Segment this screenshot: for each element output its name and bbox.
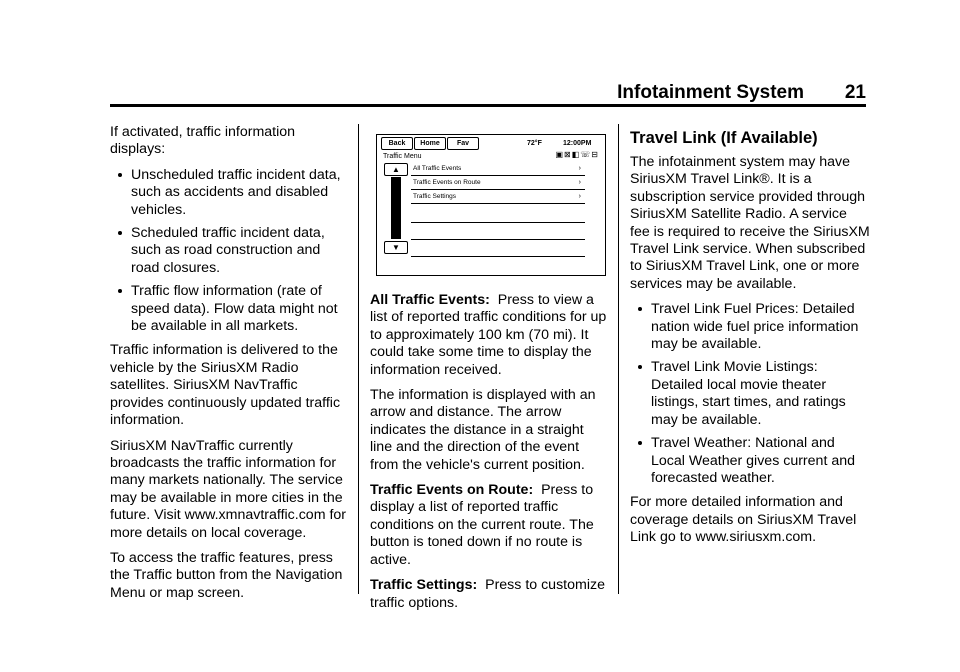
cancel-icon: ⊠: [564, 150, 572, 159]
temperature-readout: 72°F: [527, 140, 542, 147]
traffic-menu-screen-illustration: [376, 134, 606, 276]
paragraph: The infotainment system may have SiriusXM Travel Link®. It is a subscription service provided through SiriusXM Satellite Radio. A service fee is required to receive the SiriusXM Travel Link service. When subscribed to SiriusXM Travel Link, one or more services may be available.: [630, 154, 870, 292]
definition: Press to display a list of reported traffic conditions on the current route. The button is toned down if no route is active.: [370, 482, 594, 568]
definition-paragraph: [370, 482, 608, 569]
row-label: Traffic Settings: [413, 193, 456, 200]
column-divider: [618, 124, 619, 594]
home-button: Home: [414, 137, 446, 150]
paragraph: To access the traffic features, press the Traffic button from the Navigation Menu or map screen.: [110, 549, 343, 601]
mute-icon: ◧: [571, 150, 581, 159]
paragraph: SiriusXM NavTraffic currently broadcasts the traffic information for many markets nationally. The service may be available in more cities in the future. Visit www.xmnavtraffic.com for more details on local coverage.: [110, 437, 347, 541]
chevron-right-icon: ›: [578, 179, 581, 186]
row-label: Traffic Events on Route: [413, 179, 481, 186]
list-item: Travel Link Movie Listings: Detailed local movie theater listings, start times, and ratings may be available.: [630, 359, 870, 429]
column-2: [370, 124, 608, 620]
header-rule: [110, 104, 866, 107]
list-item: Traffic flow information (rate of speed data). Flow data might not be available in all markets.: [110, 283, 346, 335]
column-divider: [358, 124, 359, 594]
list-item: [411, 191, 585, 204]
definition: Press to customize traffic options.: [370, 577, 605, 611]
definition: Press to view a list of reported traffic conditions for up to approximately 100 km (70 mi). It could take some time to display the information received.: [370, 292, 607, 378]
column-1: [110, 124, 346, 610]
scroll-up-icon: ▲: [384, 163, 408, 176]
page-number: 21: [844, 82, 866, 103]
map-icon: ▣: [555, 150, 565, 159]
section-heading: Travel Link (If Available): [630, 129, 818, 147]
empty-row: [411, 256, 585, 257]
list-item: [411, 177, 585, 190]
intro-paragraph: If activated, traffic information displays:: [110, 124, 296, 158]
definition-paragraph: [370, 292, 608, 379]
settings-icon: ⊟: [591, 150, 599, 159]
traffic-info-list: [110, 167, 346, 336]
page-header: [110, 80, 866, 104]
fav-button: Fav: [447, 137, 479, 150]
row-label: All Traffic Events: [413, 165, 462, 172]
list-item: Travel Link Fuel Prices: Detailed nation wide fuel price information may be available.: [630, 301, 870, 353]
term: All Traffic Events:: [370, 292, 490, 308]
chevron-right-icon: ›: [578, 165, 581, 172]
definition: The information is displayed with an arrow and distance. The arrow indicates the distance in a straight line and the direction of the event from the vehicle's current position.: [370, 387, 596, 473]
section-title: Infotainment System: [617, 82, 804, 103]
paragraph: [370, 387, 608, 474]
phone-icon: ☏: [580, 150, 592, 159]
list-item: Unscheduled traffic incident data, such as accidents and disabled vehicles.: [110, 167, 346, 219]
back-button: Back: [381, 137, 413, 150]
paragraph: For more detailed information and coverage details on SiriusXM Travel Link go to www.siriusxm.com.: [630, 494, 857, 546]
time-readout: 12:00PM: [563, 140, 592, 147]
empty-row: [411, 239, 585, 240]
column-3: [630, 124, 870, 555]
list-item: [411, 163, 585, 176]
scroll-down-icon: ▼: [384, 241, 408, 254]
list-item: Scheduled traffic incident data, such as road construction and road closures.: [110, 225, 346, 277]
scroll-bar: [391, 177, 401, 239]
travel-link-list: [630, 301, 870, 487]
screen-title: Traffic Menu: [383, 153, 422, 160]
paragraph: Traffic information is delivered to the vehicle by the SiriusXM Radio satellites. SiriusXM NavTraffic provides continuously updated traffic information.: [110, 342, 341, 429]
definition-paragraph: [370, 577, 608, 612]
list-item: Travel Weather: National and Local Weather gives current and forecasted weather.: [630, 435, 870, 487]
empty-row: [411, 222, 585, 223]
status-icons: [555, 150, 599, 159]
term: Traffic Settings:: [370, 577, 478, 594]
chevron-right-icon: ›: [578, 193, 581, 200]
term: Traffic Events on Route:: [370, 482, 534, 499]
